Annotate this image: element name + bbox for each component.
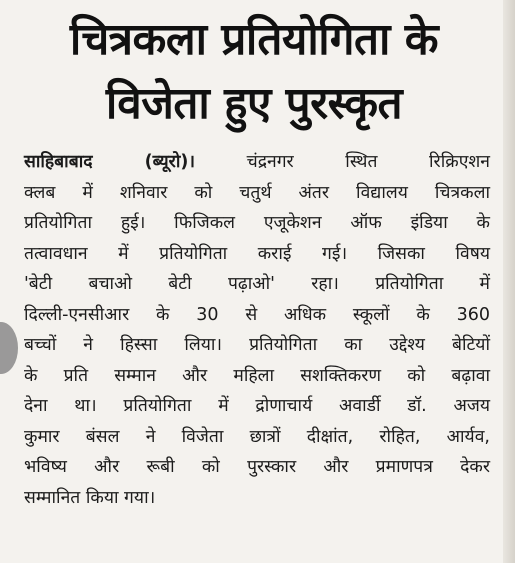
body-line-10: कुमार बंसल ने विजेता छात्रों दीक्षांत, रोहित, आर्यव,	[24, 426, 490, 447]
dateline: साहिबाबाद (ब्यूरो)।	[24, 152, 195, 172]
body-line-1-text: चंद्रनगर स्थित रिक्रिएशन	[246, 152, 490, 172]
body-line-6: दिल्ली-एनसीआर के 30 से अधिक स्कूलों के 360	[24, 304, 490, 325]
paper-edge	[503, 0, 515, 563]
body-line-1	[24, 147, 490, 178]
article-body	[24, 147, 490, 513]
body-line-4: तत्वावधान में प्रतियोगिता कराई गई। जिसका विषय	[24, 243, 490, 264]
body-line-9: देना था। प्रतियोगिता में द्रोणाचार्य अवार्डी डॉ. अजय	[24, 396, 490, 416]
body-line-12: सम्मानित किया गया।	[24, 487, 156, 508]
headline-line-2: विजेता हुए पुरस्कृत	[105, 78, 403, 129]
body-line-2: क्लब में शनिवार को चतुर्थ अंतर विद्यालय चित्रकला	[24, 182, 490, 203]
body-line-7: बच्चों ने हिस्सा लिया। प्रतियोगिता का उद्देश्य बेटियों	[24, 335, 490, 355]
floating-overlay-button[interactable]	[0, 322, 18, 374]
body-line-3: प्रतियोगिता हुई। फिजिकल एजूकेशन ऑफ इंडिया के	[24, 213, 490, 233]
headline	[16, 8, 492, 136]
body-line-11: भविष्य और रूबी को पुरस्कार और प्रमाणपत्र देकर	[24, 457, 490, 477]
body-line-5: 'बेटी बचाओ बेटी पढ़ाओ' रहा। प्रतियोगिता में	[24, 274, 490, 294]
cut-off-next-column-text	[24, 547, 490, 563]
headline-line-1: चित्रकला प्रतियोगिता के	[69, 14, 439, 65]
body-line-8: के प्रति सम्मान और महिला सशक्तिकरण को बढ़ावा	[24, 365, 490, 386]
